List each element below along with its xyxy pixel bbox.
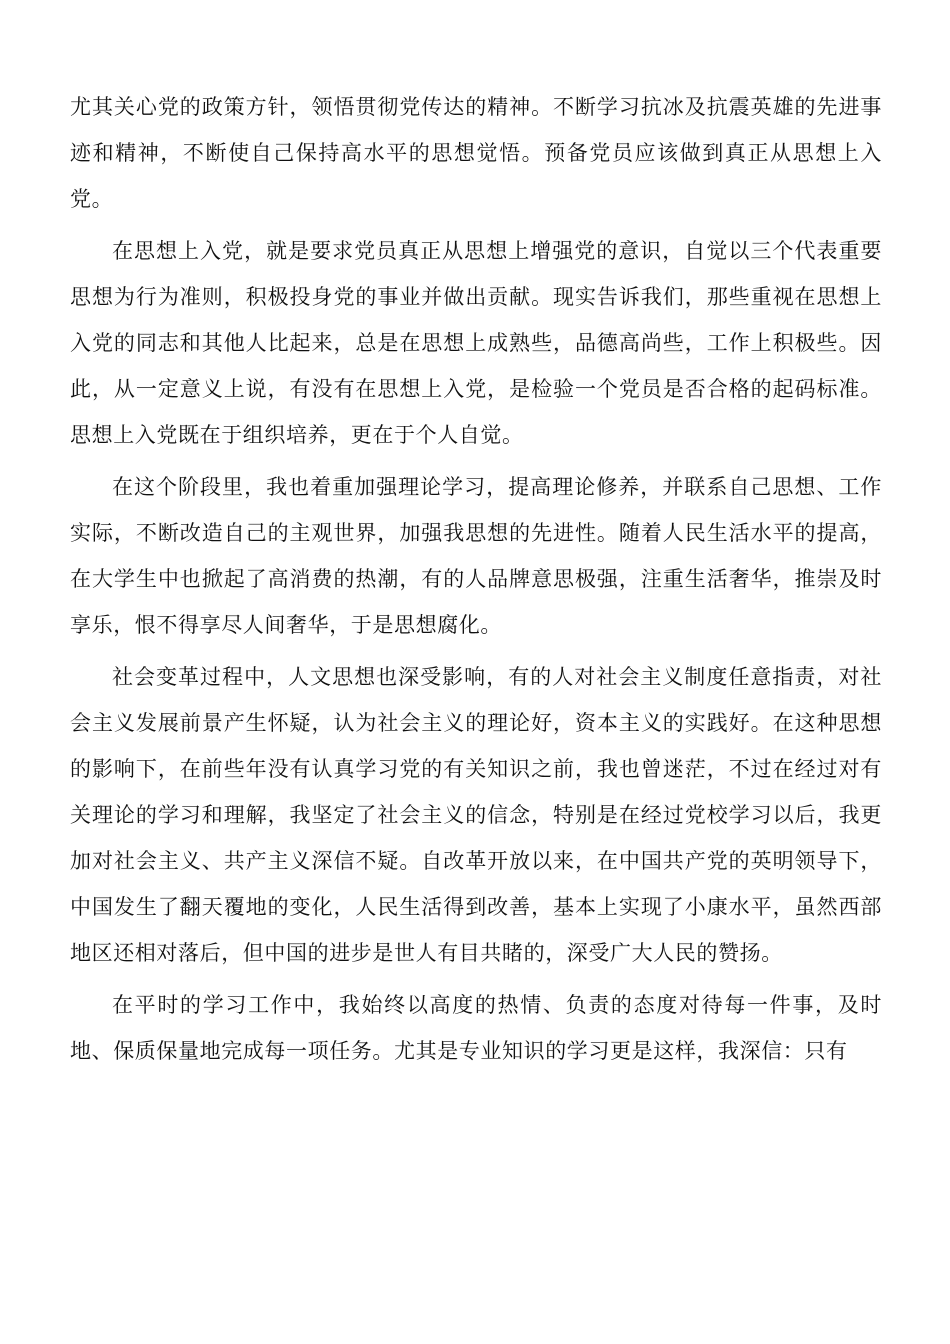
document-page — [70, 84, 882, 1080]
paragraph-daily-work: 在平时的学习工作中，我始终以高度的热情、负责的态度对待每一件事，及时地、保质保量地完成每一项任务。尤其是专业知识的学习更是这样，我深信：只有 — [70, 993, 882, 1063]
paragraph-social-reform: 社会变革过程中，人文思想也深受影响，有的人对社会主义制度任意指责，对社会主义发展前景产生怀疑，认为社会主义的理论好，资本主义的实践好。在这种思想的影响下，在前些年没有认真学习党的有关知识之前，我也曾迷茫，不过在经过对有关理论的学习和理解，我坚定了社会主义的信念，特别是在经过党校学习以后，我更加对社会主义、共产主义深信不疑。自改革开放以来，在中国共产党的英明领导下，中国发生了翻天覆地的变化，人民生活得到改善，基本上实现了小康水平，虽然西部地区还相对落后，但中国的进步是世人有目共睹的，深受广大人民的赞扬。 — [70, 665, 882, 965]
paragraph-theory-study: 在这个阶段里，我也着重加强理论学习，提高理论修养，并联系自己思想、工作实际，不断改造自己的主观世界，加强我思想的先进性。随着人民生活水平的提高，在大学生中也掀起了高消费的热潮，有的人品牌意思极强，注重生活奢华，推崇及时享乐，恨不得享尽人间奢华，于是思想腐化。 — [70, 475, 882, 637]
paragraph-continued: 尤其关心党的政策方针，领悟贯彻党传达的精神。不断学习抗冰及抗震英雄的先进事迹和精神，不断使自己保持高水平的思想觉悟。预备党员应该做到真正从思想上入党。 — [70, 95, 882, 211]
paragraph-thought-party: 在思想上入党，就是要求党员真正从思想上增强党的意识，自觉以三个代表重要思想为行为准则，积极投身党的事业并做出贡献。现实告诉我们，那些重视在思想上入党的同志和其他人比起来，总是在思想上成熟些，品德高尚些，工作上积极些。因此，从一定意义上说，有没有在思想上入党，是检验一个党员是否合格的起码标准。思想上入党既在于组织培养，更在于个人自觉。 — [70, 239, 882, 447]
